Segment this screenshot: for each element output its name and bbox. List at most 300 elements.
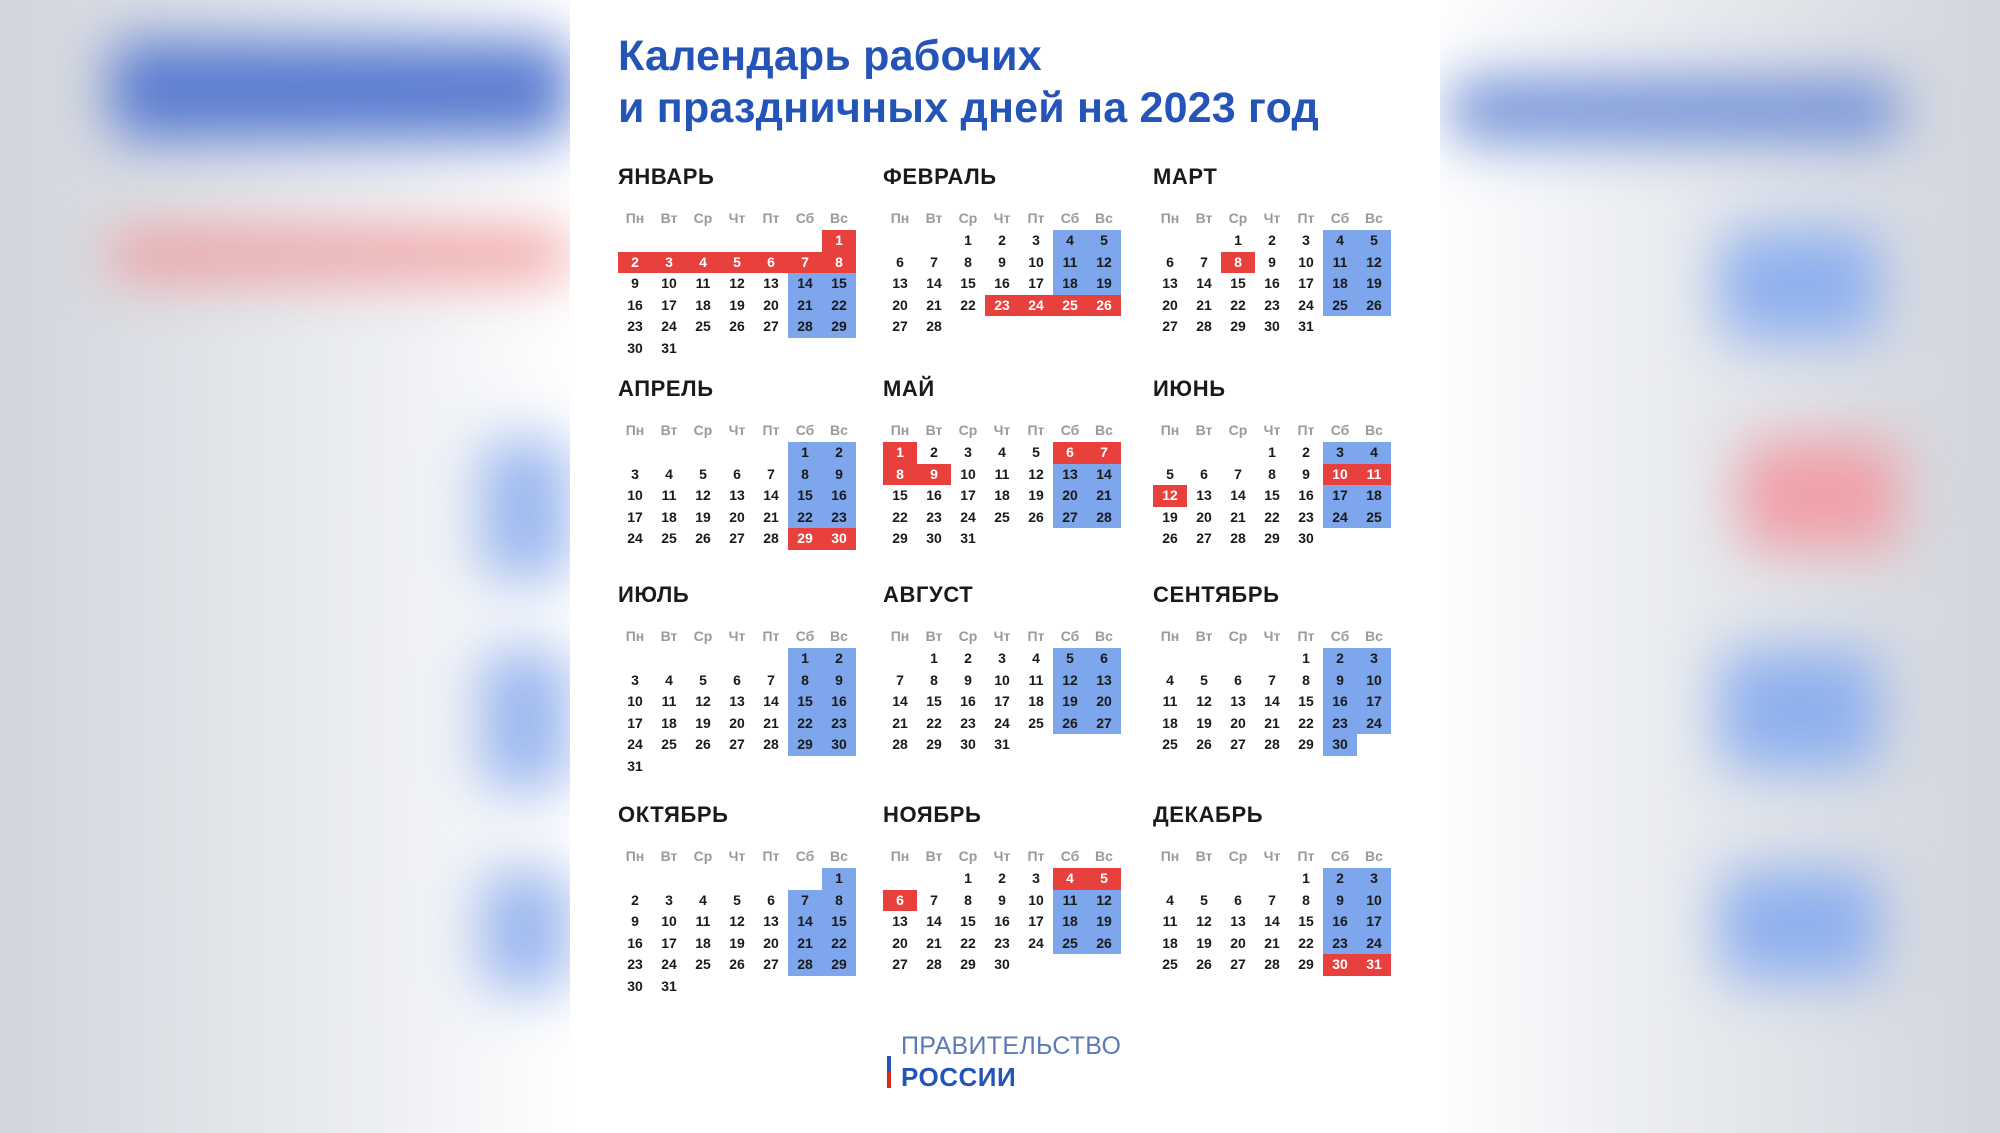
work-day-cell: 2	[998, 232, 1006, 248]
work-day-cell: 5	[733, 891, 741, 908]
weekend-day-cell: 19	[1357, 273, 1391, 295]
weekend-day-cell: 21	[788, 933, 822, 955]
blur-blob	[480, 650, 570, 790]
weekday-header: Чт	[1263, 628, 1281, 644]
blur-blob	[1720, 870, 1880, 980]
work-day-cell: 22	[1298, 934, 1314, 951]
work-day-cell: 21	[926, 934, 942, 951]
work-day-cell: 18	[1162, 714, 1178, 731]
month-days-grid	[618, 418, 858, 550]
empty-day-cell	[618, 868, 652, 890]
weekend-day-cell: 14	[788, 273, 822, 295]
work-day-cell: 4	[998, 444, 1006, 460]
weekday-header: Пн	[625, 628, 645, 644]
weekend-day-cell: 30	[1323, 734, 1357, 756]
work-day-cell: 27	[1230, 956, 1246, 973]
work-day-cell: 11	[1162, 913, 1178, 930]
work-day-cell: 17	[960, 487, 976, 504]
work-day-cell: 21	[1230, 508, 1246, 525]
weekday-header: Вт	[1195, 422, 1213, 438]
work-day-cell: 27	[1196, 530, 1212, 547]
weekend-day-cell: 9	[822, 670, 856, 692]
weekday-header: Ср	[1228, 422, 1248, 438]
work-day-cell: 12	[1196, 693, 1212, 710]
work-day-cell: 21	[892, 714, 908, 731]
work-day-cell: 29	[1264, 530, 1280, 547]
work-day-cell: 9	[1268, 253, 1276, 270]
weekend-day-cell: 26	[1053, 713, 1087, 735]
empty-day-cell	[1153, 442, 1187, 464]
work-day-cell: 19	[729, 934, 745, 951]
weekday-header: Пт	[1027, 848, 1045, 864]
empty-day-cell	[618, 230, 652, 252]
weekend-day-cell: 26	[1087, 933, 1121, 955]
work-day-cell: 11	[695, 913, 711, 930]
work-day-cell: 13	[763, 913, 779, 930]
work-day-cell: 2	[1302, 444, 1310, 460]
weekday-header: Ср	[958, 848, 978, 864]
work-day-cell: 20	[1162, 296, 1178, 313]
weekend-day-cell: 18	[1053, 911, 1087, 933]
holiday-day-cell: 30	[822, 528, 856, 550]
weekday-header: Вт	[925, 210, 943, 226]
weekday-header: Сб	[795, 210, 815, 226]
weekday-header: Вс	[830, 628, 848, 644]
weekend-day-cell: 12	[1087, 890, 1121, 912]
work-day-cell: 30	[1298, 530, 1314, 547]
work-day-cell: 9	[631, 275, 639, 292]
empty-day-cell	[754, 648, 788, 670]
month-name: НОЯБРЬ	[883, 802, 982, 827]
work-day-cell: 17	[661, 296, 677, 313]
weekday-header: Вс	[830, 422, 848, 438]
work-day-cell: 27	[892, 318, 908, 335]
month-name: ДЕКАБРЬ	[1153, 802, 1264, 827]
weekday-header: Пт	[1297, 848, 1315, 864]
empty-day-cell	[883, 868, 917, 890]
weekday-header: Вс	[1095, 210, 1113, 226]
month-days-grid	[618, 844, 858, 998]
work-day-cell: 17	[1028, 275, 1044, 292]
empty-day-cell	[1153, 230, 1187, 252]
holiday-day-cell: 6	[1053, 442, 1087, 464]
work-day-cell: 20	[892, 296, 908, 313]
weekday-header: Ср	[958, 628, 978, 644]
weekend-day-cell: 16	[1323, 691, 1357, 713]
work-day-cell: 11	[1028, 671, 1044, 688]
work-day-cell: 3	[964, 444, 972, 460]
work-day-cell: 3	[631, 465, 639, 482]
weekend-day-cell: 21	[1087, 485, 1121, 507]
weekday-header: Чт	[728, 422, 746, 438]
weekday-header: Сб	[795, 628, 815, 644]
work-day-cell: 1	[964, 232, 972, 248]
weekday-header: Чт	[728, 628, 746, 644]
work-day-cell: 14	[1264, 913, 1280, 930]
month-name: АВГУСТ	[883, 582, 974, 607]
weekend-day-cell: 22	[822, 933, 856, 955]
weekday-header: Ср	[693, 210, 713, 226]
work-day-cell: 13	[763, 275, 779, 292]
work-day-cell: 23	[627, 956, 643, 973]
weekday-header: Сб	[1330, 210, 1350, 226]
title-line-1: Календарь рабочих	[618, 32, 1042, 80]
work-day-cell: 9	[1302, 465, 1310, 482]
weekend-day-cell: 15	[822, 911, 856, 933]
work-day-cell: 23	[994, 934, 1010, 951]
work-day-cell: 7	[1268, 671, 1276, 688]
work-day-cell: 23	[960, 714, 976, 731]
weekend-day-cell: 9	[1323, 890, 1357, 912]
work-day-cell: 5	[1200, 671, 1208, 688]
weekday-header: Чт	[728, 210, 746, 226]
weekend-day-cell: 29	[822, 954, 856, 976]
work-day-cell: 17	[994, 693, 1010, 710]
work-day-cell: 9	[964, 671, 972, 688]
work-day-cell: 17	[1298, 275, 1314, 292]
work-day-cell: 5	[1166, 465, 1174, 482]
work-day-cell: 8	[1302, 671, 1310, 688]
month-block	[883, 160, 1123, 338]
weekday-header: Пт	[1297, 628, 1315, 644]
work-day-cell: 4	[665, 465, 673, 482]
work-day-cell: 3	[665, 891, 673, 908]
work-day-cell: 25	[994, 508, 1010, 525]
weekday-header: Ср	[1228, 210, 1248, 226]
title-line-2: и праздничных дней на 2023 год	[618, 84, 1319, 132]
work-day-cell: 19	[1162, 508, 1178, 525]
work-day-cell: 9	[998, 891, 1006, 908]
holiday-day-cell: 10	[1323, 464, 1357, 486]
work-day-cell: 6	[1166, 253, 1174, 270]
work-day-cell: 22	[892, 508, 908, 525]
work-day-cell: 27	[1162, 318, 1178, 335]
weekend-day-cell: 22	[822, 295, 856, 317]
work-day-cell: 8	[964, 253, 972, 270]
empty-day-cell	[1255, 868, 1289, 890]
work-day-cell: 19	[695, 508, 711, 525]
weekend-day-cell: 29	[788, 734, 822, 756]
work-day-cell: 12	[729, 913, 745, 930]
weekday-header: Вт	[660, 848, 678, 864]
holiday-day-cell: 26	[1087, 295, 1121, 317]
work-day-cell: 29	[892, 530, 908, 547]
weekday-header: Вт	[660, 210, 678, 226]
work-day-cell: 10	[627, 487, 643, 504]
work-day-cell: 26	[729, 956, 745, 973]
work-day-cell: 13	[729, 693, 745, 710]
empty-day-cell	[720, 442, 754, 464]
weekend-day-cell: 19	[1087, 911, 1121, 933]
weekend-day-cell: 28	[788, 316, 822, 338]
month-days-grid	[618, 624, 858, 778]
weekend-day-cell: 28	[788, 954, 822, 976]
work-day-cell: 28	[763, 736, 779, 753]
work-day-cell: 22	[926, 714, 942, 731]
work-day-cell: 16	[1298, 487, 1314, 504]
weekday-header: Вс	[1095, 628, 1113, 644]
empty-day-cell	[1187, 868, 1221, 890]
weekday-header: Пт	[1027, 422, 1045, 438]
weekend-day-cell: 3	[1323, 442, 1357, 464]
work-day-cell: 26	[1196, 736, 1212, 753]
weekday-header: Пт	[1297, 422, 1315, 438]
work-day-cell: 12	[1028, 465, 1044, 482]
work-day-cell: 26	[695, 530, 711, 547]
weekday-header: Ср	[958, 210, 978, 226]
work-day-cell: 25	[695, 318, 711, 335]
weekend-day-cell: 22	[788, 507, 822, 529]
work-day-cell: 4	[1166, 891, 1174, 908]
holiday-day-cell: 8	[822, 252, 856, 274]
weekday-header: Пн	[1160, 628, 1180, 644]
work-day-cell: 6	[1200, 465, 1208, 482]
work-day-cell: 7	[1234, 465, 1242, 482]
work-day-cell: 15	[1298, 913, 1314, 930]
empty-day-cell	[754, 868, 788, 890]
weekend-day-cell: 24	[1357, 933, 1391, 955]
work-day-cell: 16	[994, 913, 1010, 930]
empty-day-cell	[1187, 442, 1221, 464]
weekend-day-cell: 4	[1053, 230, 1087, 252]
weekday-header: Пн	[625, 848, 645, 864]
work-day-cell: 21	[926, 296, 942, 313]
month-block	[618, 160, 858, 360]
weekday-header: Ср	[693, 848, 713, 864]
month-name: МАЙ	[883, 376, 935, 401]
work-day-cell: 22	[1264, 508, 1280, 525]
work-day-cell: 28	[1264, 736, 1280, 753]
weekday-header: Пт	[1297, 210, 1315, 226]
work-day-cell: 31	[661, 977, 677, 994]
work-day-cell: 28	[926, 318, 942, 335]
empty-day-cell	[686, 648, 720, 670]
work-day-cell: 25	[1028, 714, 1044, 731]
month-block	[618, 578, 858, 778]
work-day-cell: 27	[729, 736, 745, 753]
empty-day-cell	[720, 648, 754, 670]
weekend-day-cell: 15	[822, 273, 856, 295]
holiday-day-cell: 8	[883, 464, 917, 486]
empty-day-cell	[754, 230, 788, 252]
empty-day-cell	[883, 230, 917, 252]
work-day-cell: 25	[695, 956, 711, 973]
weekend-day-cell: 18	[1323, 273, 1357, 295]
empty-day-cell	[1221, 442, 1255, 464]
weekday-header: Ср	[958, 422, 978, 438]
weekend-day-cell: 25	[1323, 295, 1357, 317]
work-day-cell: 8	[930, 671, 938, 688]
work-day-cell: 16	[627, 934, 643, 951]
month-days-grid	[883, 206, 1123, 338]
work-day-cell: 13	[729, 487, 745, 504]
weekday-header: Пн	[890, 628, 910, 644]
empty-day-cell	[1187, 230, 1221, 252]
work-day-cell: 20	[1230, 934, 1246, 951]
work-day-cell: 17	[661, 934, 677, 951]
empty-day-cell	[917, 868, 951, 890]
work-day-cell: 15	[926, 693, 942, 710]
work-day-cell: 24	[627, 530, 643, 547]
holiday-day-cell: 23	[985, 295, 1019, 317]
weekday-header: Вс	[1095, 422, 1113, 438]
work-day-cell: 8	[1268, 465, 1276, 482]
work-day-cell: 20	[892, 934, 908, 951]
work-day-cell: 3	[631, 671, 639, 688]
weekday-header: Пн	[625, 422, 645, 438]
weekday-header: Ср	[1228, 628, 1248, 644]
weekday-header: Пт	[762, 848, 780, 864]
weekend-day-cell: 14	[1087, 464, 1121, 486]
work-day-cell: 24	[960, 508, 976, 525]
holiday-day-cell: 24	[1019, 295, 1053, 317]
month-block	[1153, 160, 1393, 338]
empty-day-cell	[917, 230, 951, 252]
work-day-cell: 20	[1196, 508, 1212, 525]
holiday-day-cell: 6	[754, 252, 788, 274]
weekday-header: Сб	[1060, 422, 1080, 438]
work-day-cell: 31	[1298, 318, 1314, 335]
weekend-day-cell: 22	[788, 713, 822, 735]
month-block	[618, 372, 858, 550]
weekend-day-cell: 12	[1087, 252, 1121, 274]
work-day-cell: 21	[1264, 934, 1280, 951]
holiday-day-cell: 5	[1087, 868, 1121, 890]
blur-blob	[1740, 440, 1900, 550]
page-title	[618, 30, 1319, 134]
holiday-day-cell: 7	[1087, 442, 1121, 464]
empty-day-cell	[720, 230, 754, 252]
work-day-cell: 22	[1230, 296, 1246, 313]
weekday-header: Вс	[1095, 848, 1113, 864]
weekend-day-cell: 24	[1323, 507, 1357, 529]
weekday-header: Ср	[693, 628, 713, 644]
month-name: ОКТЯБРЬ	[618, 802, 729, 827]
month-block	[883, 578, 1123, 756]
weekend-day-cell: 18	[1357, 485, 1391, 507]
work-day-cell: 22	[1298, 714, 1314, 731]
weekend-day-cell: 27	[1053, 507, 1087, 529]
work-day-cell: 14	[926, 913, 942, 930]
work-day-cell: 12	[729, 275, 745, 292]
month-days-grid	[1153, 206, 1393, 338]
weekend-day-cell: 11	[1053, 890, 1087, 912]
empty-day-cell	[1187, 648, 1221, 670]
weekday-header: Пт	[1027, 628, 1045, 644]
weekday-header: Пн	[1160, 848, 1180, 864]
empty-day-cell	[1153, 868, 1187, 890]
work-day-cell: 7	[767, 671, 775, 688]
weekend-day-cell: 11	[1323, 252, 1357, 274]
weekday-header: Сб	[1330, 422, 1350, 438]
weekday-header: Сб	[1060, 628, 1080, 644]
empty-day-cell	[686, 442, 720, 464]
weekday-header: Сб	[795, 422, 815, 438]
weekend-day-cell: 25	[1053, 933, 1087, 955]
work-day-cell: 15	[1230, 275, 1246, 292]
holiday-day-cell: 2	[618, 252, 652, 274]
work-day-cell: 21	[1264, 714, 1280, 731]
weekday-header: Вт	[1195, 628, 1213, 644]
blur-blob	[110, 40, 570, 140]
weekday-header: Пн	[1160, 210, 1180, 226]
holiday-day-cell: 5	[720, 252, 754, 274]
weekday-header: Вт	[1195, 848, 1213, 864]
weekend-day-cell: 16	[1323, 911, 1357, 933]
work-day-cell: 30	[627, 977, 643, 994]
work-day-cell: 6	[733, 671, 741, 688]
weekend-day-cell: 20	[1087, 691, 1121, 713]
month-name: МАРТ	[1153, 164, 1218, 189]
weekday-header: Пн	[1160, 422, 1180, 438]
work-day-cell: 24	[661, 956, 677, 973]
work-day-cell: 27	[763, 318, 779, 335]
month-days-grid	[883, 844, 1123, 976]
work-day-cell: 18	[994, 487, 1010, 504]
weekend-day-cell: 28	[1087, 507, 1121, 529]
holiday-day-cell: 4	[1053, 868, 1087, 890]
weekend-day-cell: 8	[822, 890, 856, 912]
blur-blob	[1450, 80, 1900, 140]
blur-blob	[110, 235, 570, 275]
work-day-cell: 17	[627, 714, 643, 731]
weekend-day-cell: 8	[788, 464, 822, 486]
work-day-cell: 13	[1162, 275, 1178, 292]
weekday-header: Пн	[625, 210, 645, 226]
weekend-day-cell: 4	[1357, 442, 1391, 464]
holiday-day-cell: 6	[883, 890, 917, 912]
work-day-cell: 20	[763, 296, 779, 313]
work-day-cell: 24	[1028, 934, 1044, 951]
work-day-cell: 7	[930, 253, 938, 270]
weekend-day-cell: 1	[788, 648, 822, 670]
weekend-day-cell: 3	[1357, 648, 1391, 670]
weekend-day-cell: 18	[1053, 273, 1087, 295]
work-day-cell: 12	[1196, 913, 1212, 930]
empty-day-cell	[652, 442, 686, 464]
work-day-cell: 25	[1162, 956, 1178, 973]
holiday-day-cell: 30	[1323, 954, 1357, 976]
work-day-cell: 9	[631, 913, 639, 930]
weekend-day-cell: 7	[788, 890, 822, 912]
work-day-cell: 14	[763, 487, 779, 504]
empty-day-cell	[720, 868, 754, 890]
work-day-cell: 20	[763, 934, 779, 951]
weekend-day-cell: 26	[1357, 295, 1391, 317]
work-day-cell: 16	[627, 296, 643, 313]
weekday-header: Вт	[660, 422, 678, 438]
work-day-cell: 21	[763, 508, 779, 525]
work-day-cell: 3	[1302, 232, 1310, 248]
work-day-cell: 10	[1028, 891, 1044, 908]
work-day-cell: 11	[661, 487, 677, 504]
weekend-day-cell: 29	[822, 316, 856, 338]
work-day-cell: 12	[695, 487, 711, 504]
weekday-header: Вс	[830, 848, 848, 864]
empty-day-cell	[686, 868, 720, 890]
work-day-cell: 3	[998, 650, 1006, 666]
work-day-cell: 23	[1298, 508, 1314, 525]
work-day-cell: 6	[1234, 891, 1242, 908]
month-block	[618, 798, 858, 998]
weekday-header: Вс	[830, 210, 848, 226]
work-day-cell: 1	[930, 650, 938, 666]
work-day-cell: 1	[1302, 650, 1310, 666]
weekday-header: Сб	[795, 848, 815, 864]
work-day-cell: 29	[1230, 318, 1246, 335]
work-day-cell: 14	[1264, 693, 1280, 710]
weekend-day-cell: 5	[1087, 230, 1121, 252]
